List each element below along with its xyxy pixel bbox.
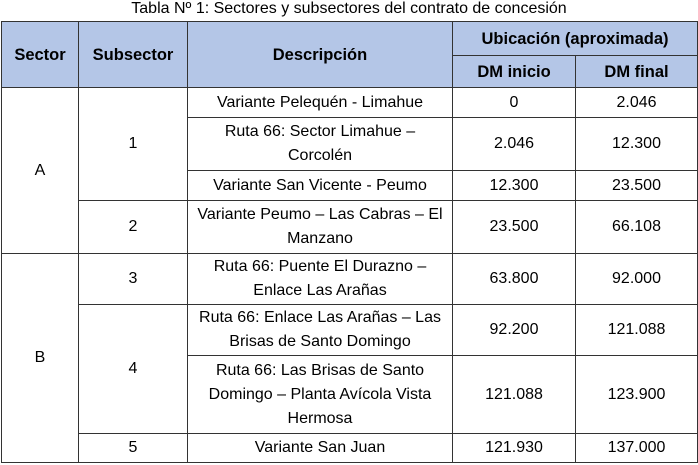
header-dm-final: DM final <box>576 56 698 88</box>
cell-dm-inicio: 92.200 <box>453 305 576 356</box>
table-row <box>2 201 698 254</box>
table-caption: Tabla Nº 1: Sectores y subsectores del contrato de concesión <box>131 0 567 17</box>
cell-descripcion: Ruta 66: Las Brisas de Santo Domingo – Planta Avícola Vista Hermosa <box>188 356 453 434</box>
cell-subsector: 5 <box>79 434 188 463</box>
cell-subsector: 2 <box>79 201 188 254</box>
cell-subsector: 1 <box>79 88 188 201</box>
cell-dm-final: 121.088 <box>576 305 698 356</box>
cell-sector: B <box>2 254 79 463</box>
concession-table <box>1 21 698 463</box>
cell-dm-final: 2.046 <box>576 88 698 118</box>
cell-dm-final: 137.000 <box>576 434 698 463</box>
header-subsector: Subsector <box>79 22 188 88</box>
cell-descripcion: Variante Pelequén - Limahue <box>188 88 453 118</box>
cell-dm-inicio: 63.800 <box>453 254 576 305</box>
header-descripcion: Descripción <box>188 22 453 88</box>
header-dm-inicio: DM inicio <box>453 56 576 88</box>
cell-descripcion: Ruta 66: Puente El Durazno – Enlace Las Arañas <box>188 254 453 305</box>
cell-dm-final: 23.500 <box>576 171 698 201</box>
cell-dm-inicio: 0 <box>453 88 576 118</box>
cell-descripcion: Variante San Vicente - Peumo <box>188 171 453 201</box>
table-row <box>2 88 698 118</box>
cell-descripcion: Ruta 66: Sector Limahue – Corcolén <box>188 118 453 171</box>
header-ubicacion: Ubicación (aproximada) <box>453 22 698 56</box>
cell-dm-inicio: 23.500 <box>453 201 576 254</box>
cell-subsector: 4 <box>79 305 188 434</box>
cell-dm-inicio: 121.930 <box>453 434 576 463</box>
cell-dm-final: 123.900 <box>576 356 698 434</box>
table-row <box>2 305 698 356</box>
cell-descripcion: Variante Peumo – Las Cabras – El Manzano <box>188 201 453 254</box>
header-sector: Sector <box>2 22 79 88</box>
cell-descripcion: Ruta 66: Enlace Las Arañas – Las Brisas de Santo Domingo <box>188 305 453 356</box>
table-row <box>2 254 698 305</box>
cell-dm-final: 66.108 <box>576 201 698 254</box>
cell-dm-final: 92.000 <box>576 254 698 305</box>
cell-dm-inicio: 2.046 <box>453 118 576 171</box>
cell-dm-inicio: 12.300 <box>453 171 576 201</box>
cell-dm-final: 12.300 <box>576 118 698 171</box>
table-row <box>2 434 698 463</box>
cell-subsector: 3 <box>79 254 188 305</box>
cell-dm-inicio: 121.088 <box>453 356 576 434</box>
cell-descripcion: Variante San Juan <box>188 434 453 463</box>
cell-sector: A <box>2 88 79 254</box>
